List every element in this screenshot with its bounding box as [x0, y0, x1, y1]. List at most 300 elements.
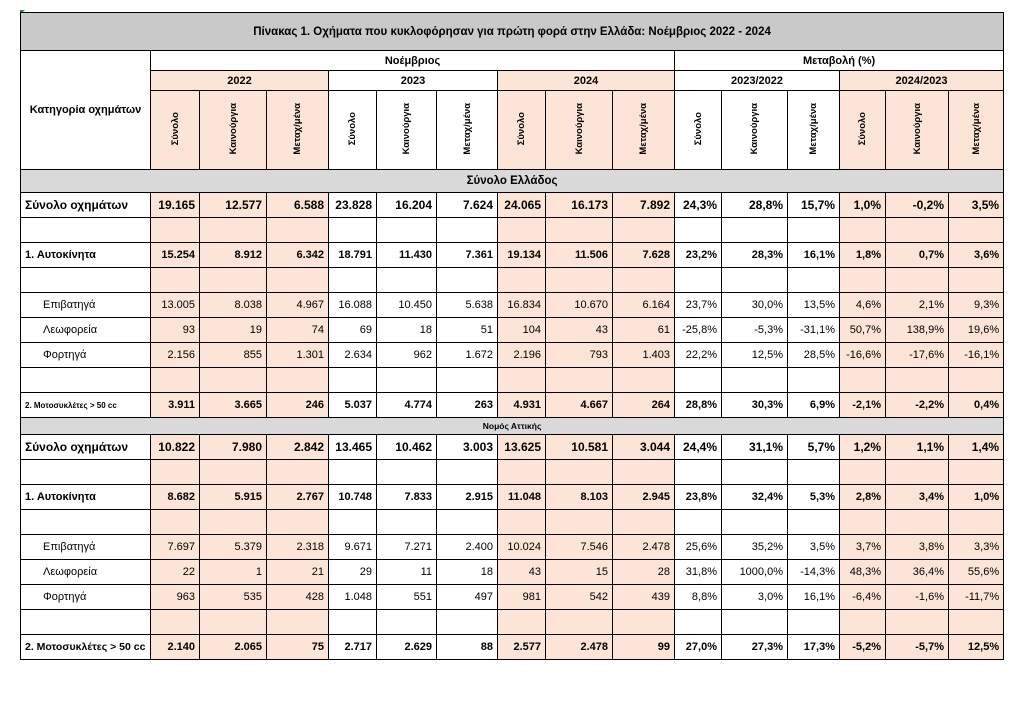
spacer-cell [886, 510, 949, 535]
spacer-cell [675, 460, 722, 485]
spacer-cell [267, 218, 329, 243]
table-row [21, 560, 1004, 585]
spacer-cell [949, 460, 1004, 485]
spacer-cell [840, 268, 886, 293]
value-cell: 7.361 [437, 243, 498, 268]
value-cell: 4.667 [546, 393, 613, 418]
value-cell: -2,1% [840, 393, 886, 418]
year-header-2023: 2023 [329, 71, 498, 91]
value-cell: 16.173 [546, 193, 613, 218]
spacer-cell [675, 268, 722, 293]
subcol-header-label: Σύνολο [347, 111, 358, 146]
spacer-cell [437, 510, 498, 535]
spacer-cell [675, 368, 722, 393]
spacer-cell [840, 218, 886, 243]
value-cell: 1.672 [437, 343, 498, 368]
spacer-cell [200, 510, 267, 535]
row-label: Σύνολο οχημάτων [21, 193, 151, 218]
value-cell: 3,3% [949, 535, 1004, 560]
spacer-cell [329, 510, 377, 535]
subcol-header [498, 91, 546, 170]
subcol-header-label: Μεταχ/μένα [292, 102, 303, 155]
value-cell: 2.140 [151, 635, 200, 660]
spacer-cell [546, 460, 613, 485]
value-cell: 0,7% [886, 243, 949, 268]
spacer-cell [722, 368, 788, 393]
spacer-cell [546, 510, 613, 535]
value-cell: 1,1% [886, 435, 949, 460]
table-row [21, 635, 1004, 660]
value-cell: -1,6% [886, 585, 949, 610]
value-cell: 12,5% [949, 635, 1004, 660]
spacer-cell [200, 610, 267, 635]
value-cell: 4.774 [377, 393, 437, 418]
subcol-header [546, 91, 613, 170]
value-cell: 1 [200, 560, 267, 585]
value-cell: 10.581 [546, 435, 613, 460]
value-cell: 10.822 [151, 435, 200, 460]
spacer-cell [675, 510, 722, 535]
value-cell: 5,3% [788, 485, 840, 510]
spacer-cell [267, 610, 329, 635]
value-cell: 9.671 [329, 535, 377, 560]
value-cell: 8,8% [675, 585, 722, 610]
value-cell: 10.024 [498, 535, 546, 560]
value-cell: 28,5% [788, 343, 840, 368]
table-row [21, 293, 1004, 318]
value-cell: 7.271 [377, 535, 437, 560]
spacer-cell [840, 610, 886, 635]
row-label: Φορτηγά [21, 343, 151, 368]
spacer-cell [329, 268, 377, 293]
table-row [21, 193, 1004, 218]
value-cell: 2.156 [151, 343, 200, 368]
row-label: 1. Αυτοκίνητα [21, 485, 151, 510]
value-cell: 6.342 [267, 243, 329, 268]
spacer-cell [151, 510, 200, 535]
spacer-cell [546, 218, 613, 243]
value-cell: 542 [546, 585, 613, 610]
spacer-cell [949, 268, 1004, 293]
value-cell: 16.204 [377, 193, 437, 218]
value-cell: 11.430 [377, 243, 437, 268]
spacer-cell [329, 460, 377, 485]
spacer-cell [722, 218, 788, 243]
value-cell: 19.165 [151, 193, 200, 218]
value-cell: 23,7% [675, 293, 722, 318]
value-cell: 12.577 [200, 193, 267, 218]
spacer-cell [546, 368, 613, 393]
value-cell: 1.301 [267, 343, 329, 368]
spacer-cell [722, 510, 788, 535]
value-cell: 4.931 [498, 393, 546, 418]
value-cell: 2.842 [267, 435, 329, 460]
value-cell: 1.403 [613, 343, 675, 368]
year-header-2024: 2024 [498, 71, 675, 91]
value-cell: 3,0% [722, 585, 788, 610]
value-cell: 88 [437, 635, 498, 660]
value-cell: -16,1% [949, 343, 1004, 368]
spacer-cell [267, 460, 329, 485]
value-cell: 2.478 [546, 635, 613, 660]
value-cell: 55,6% [949, 560, 1004, 585]
subcol-header [722, 91, 788, 170]
value-cell: -5,2% [840, 635, 886, 660]
value-cell: 2.318 [267, 535, 329, 560]
value-cell: 2.629 [377, 635, 437, 660]
value-cell: 51 [437, 318, 498, 343]
spacer-cell [498, 610, 546, 635]
spacer-cell [437, 460, 498, 485]
spacer-cell [151, 218, 200, 243]
row-label: Φορτηγά [21, 585, 151, 610]
subcol-header [377, 91, 437, 170]
spacer-cell [788, 268, 840, 293]
value-cell: 15,7% [788, 193, 840, 218]
value-cell: 16.834 [498, 293, 546, 318]
value-cell: 7.546 [546, 535, 613, 560]
spacer-cell [267, 268, 329, 293]
subcol-header [200, 91, 267, 170]
spacer-row [21, 610, 1004, 635]
value-cell: 13.465 [329, 435, 377, 460]
value-cell: 2.478 [613, 535, 675, 560]
value-cell: 24,4% [675, 435, 722, 460]
spacer-cell [613, 268, 675, 293]
spacer-cell [788, 368, 840, 393]
value-cell: 7.697 [151, 535, 200, 560]
value-cell: 855 [200, 343, 267, 368]
value-cell: 497 [437, 585, 498, 610]
spacer-cell [613, 510, 675, 535]
value-cell: 19.134 [498, 243, 546, 268]
value-cell: 2.196 [498, 343, 546, 368]
value-cell: 5.037 [329, 393, 377, 418]
subcol-header-label: Καινούργια [911, 102, 923, 155]
subcol-header [886, 91, 949, 170]
value-cell: 27,3% [722, 635, 788, 660]
value-cell: 3.665 [200, 393, 267, 418]
spacer-cell [949, 218, 1004, 243]
value-cell: 1,2% [840, 435, 886, 460]
value-cell: 8.103 [546, 485, 613, 510]
value-cell: 3.003 [437, 435, 498, 460]
value-cell: 2.915 [437, 485, 498, 510]
value-cell: 29 [329, 560, 377, 585]
value-cell: 9,3% [949, 293, 1004, 318]
value-cell: 7.833 [377, 485, 437, 510]
subcol-header-label: Καινούργια [573, 102, 585, 155]
spacer-cell [498, 460, 546, 485]
value-cell: 17,3% [788, 635, 840, 660]
value-cell: 1.048 [329, 585, 377, 610]
change-header-2023-2022: 2023/2022 [675, 71, 840, 91]
subcol-header-label: Σύνολο [857, 111, 868, 146]
value-cell: 22 [151, 560, 200, 585]
value-cell: 25,6% [675, 535, 722, 560]
value-cell: 246 [267, 393, 329, 418]
value-cell: 1,0% [949, 485, 1004, 510]
value-cell: 10.462 [377, 435, 437, 460]
value-cell: 4.967 [267, 293, 329, 318]
value-cell: 7.628 [613, 243, 675, 268]
value-cell: 7.624 [437, 193, 498, 218]
value-cell: 21 [267, 560, 329, 585]
value-cell: 30,3% [722, 393, 788, 418]
value-cell: 11.506 [546, 243, 613, 268]
spacer-cell [675, 218, 722, 243]
value-cell: 104 [498, 318, 546, 343]
value-cell: -14,3% [788, 560, 840, 585]
value-cell: 2,1% [886, 293, 949, 318]
spacer-cell [377, 368, 437, 393]
value-cell: 963 [151, 585, 200, 610]
spacer-cell [437, 610, 498, 635]
value-cell: 24,3% [675, 193, 722, 218]
spacer-cell [329, 218, 377, 243]
value-cell: -11,7% [949, 585, 1004, 610]
value-cell: 31,1% [722, 435, 788, 460]
value-cell: 2.065 [200, 635, 267, 660]
value-cell: -5,3% [722, 318, 788, 343]
subcol-header [151, 91, 200, 170]
value-cell: 13,5% [788, 293, 840, 318]
value-cell: -16,6% [840, 343, 886, 368]
subcol-header-label: Καινούργια [749, 102, 760, 155]
subcol-header [267, 91, 329, 170]
spacer-cell [886, 368, 949, 393]
value-cell: -5,7% [886, 635, 949, 660]
row-label: 2. Μοτοσυκλέτες > 50 cc [21, 635, 151, 660]
value-cell: 1000,0% [722, 560, 788, 585]
year-header-2022: 2022 [151, 71, 329, 91]
value-cell: 18 [437, 560, 498, 585]
table-row [21, 318, 1004, 343]
value-cell: -31,1% [788, 318, 840, 343]
value-cell: 1,4% [949, 435, 1004, 460]
value-cell: 5.379 [200, 535, 267, 560]
value-cell: 2.400 [437, 535, 498, 560]
value-cell: 50,7% [840, 318, 886, 343]
value-cell: 0,4% [949, 393, 1004, 418]
value-cell: 2.634 [329, 343, 377, 368]
spacer-cell [722, 268, 788, 293]
value-cell: 43 [546, 318, 613, 343]
value-cell: 15.254 [151, 243, 200, 268]
spacer-cell [377, 610, 437, 635]
subcol-header-label: Μεταχ/μένα [808, 102, 819, 155]
value-cell: 962 [377, 343, 437, 368]
value-cell: 93 [151, 318, 200, 343]
value-cell: 5,7% [788, 435, 840, 460]
value-cell: 2.767 [267, 485, 329, 510]
spacer-cell [788, 610, 840, 635]
spacer-cell [329, 368, 377, 393]
value-cell: 19 [200, 318, 267, 343]
table-row [21, 485, 1004, 510]
value-cell: 30,0% [722, 293, 788, 318]
value-cell: 15 [546, 560, 613, 585]
spacer-cell [151, 268, 200, 293]
value-cell: -0,2% [886, 193, 949, 218]
table-row [21, 243, 1004, 268]
spacer-cell [377, 460, 437, 485]
value-cell: 793 [546, 343, 613, 368]
value-cell: 32,4% [722, 485, 788, 510]
spacer-cell [21, 460, 151, 485]
value-cell: 3,4% [886, 485, 949, 510]
value-cell: 99 [613, 635, 675, 660]
subcol-header [675, 91, 722, 170]
subcol-header-label: Καινούργια [401, 102, 412, 155]
value-cell: 3.911 [151, 393, 200, 418]
value-cell: 5.638 [437, 293, 498, 318]
value-cell: 3.044 [613, 435, 675, 460]
value-cell: 7.892 [613, 193, 675, 218]
row-label: 2. Μοτοσυκλέτες > 50 cc [21, 393, 151, 418]
value-cell: 13.625 [498, 435, 546, 460]
spacer-cell [498, 510, 546, 535]
spacer-cell [377, 510, 437, 535]
spacer-row [21, 218, 1004, 243]
spacer-cell [886, 218, 949, 243]
spacer-row [21, 268, 1004, 293]
row-label: Λεωφορεία [21, 560, 151, 585]
value-cell: 3,6% [949, 243, 1004, 268]
spacer-cell [613, 368, 675, 393]
spacer-cell [613, 218, 675, 243]
value-cell: 10.748 [329, 485, 377, 510]
value-cell: 12,5% [722, 343, 788, 368]
spacer-cell [21, 268, 151, 293]
value-cell: -17,6% [886, 343, 949, 368]
table-row [21, 343, 1004, 368]
section-title: Σύνολο Ελλάδος [21, 170, 1004, 193]
value-cell: 69 [329, 318, 377, 343]
value-cell: 28,8% [722, 193, 788, 218]
subcol-header [840, 91, 886, 170]
spacer-cell [151, 610, 200, 635]
spacer-cell [613, 610, 675, 635]
value-cell: 3,8% [886, 535, 949, 560]
table-title: Πίνακας 1. Οχήματα που κυκλοφόρησαν για πρώτη φορά στην Ελλάδα: Νοέμβριος 2022 - 2024 [21, 13, 1004, 51]
subcol-header-label: Σύνολο [516, 111, 527, 146]
spacer-cell [788, 510, 840, 535]
value-cell: 24.065 [498, 193, 546, 218]
spacer-cell [267, 510, 329, 535]
value-cell: 3,5% [949, 193, 1004, 218]
value-cell: 11.048 [498, 485, 546, 510]
value-cell: 48,3% [840, 560, 886, 585]
value-cell: 264 [613, 393, 675, 418]
value-cell: 1,0% [840, 193, 886, 218]
spacer-cell [722, 610, 788, 635]
subcol-header-label: Καινούργια [227, 102, 239, 155]
spacer-cell [886, 610, 949, 635]
value-cell: 428 [267, 585, 329, 610]
value-cell: 16,1% [788, 585, 840, 610]
value-cell: 138,9% [886, 318, 949, 343]
row-label: 1. Αυτοκίνητα [21, 243, 151, 268]
value-cell: 5.915 [200, 485, 267, 510]
table-row [21, 435, 1004, 460]
spacer-cell [21, 610, 151, 635]
spacer-cell [151, 368, 200, 393]
spacer-cell [200, 218, 267, 243]
row-label: Επιβατηγά [21, 293, 151, 318]
subcol-header-label: Σύνολο [169, 111, 181, 146]
value-cell: 10.670 [546, 293, 613, 318]
spacer-cell [151, 460, 200, 485]
value-cell: 535 [200, 585, 267, 610]
value-cell: 2,8% [840, 485, 886, 510]
value-cell: 13.005 [151, 293, 200, 318]
value-cell: 8.038 [200, 293, 267, 318]
spacer-cell [840, 510, 886, 535]
value-cell: 11 [377, 560, 437, 585]
spacer-cell [675, 610, 722, 635]
value-cell: 27,0% [675, 635, 722, 660]
table-container [20, 12, 1003, 660]
change-header-2024-2023: 2024/2023 [840, 71, 1004, 91]
value-cell: 74 [267, 318, 329, 343]
spacer-cell [200, 368, 267, 393]
spacer-cell [546, 610, 613, 635]
value-cell: 6,9% [788, 393, 840, 418]
vehicles-table [20, 12, 1004, 660]
month-header: Νοέμβριος [151, 51, 675, 71]
value-cell: 28 [613, 560, 675, 585]
subcol-header-label: Σύνολο [692, 111, 704, 146]
spacer-cell [788, 218, 840, 243]
spacer-cell [949, 610, 1004, 635]
value-cell: 6.588 [267, 193, 329, 218]
subcol-header-label: Μεταχ/μένα [970, 102, 982, 155]
row-label: Επιβατηγά [21, 535, 151, 560]
spacer-cell [788, 460, 840, 485]
value-cell: 28,8% [675, 393, 722, 418]
spacer-cell [21, 510, 151, 535]
value-cell: 439 [613, 585, 675, 610]
spacer-cell [377, 218, 437, 243]
value-cell: 4,6% [840, 293, 886, 318]
value-cell: 75 [267, 635, 329, 660]
value-cell: 35,2% [722, 535, 788, 560]
value-cell: 23.828 [329, 193, 377, 218]
value-cell: 3,7% [840, 535, 886, 560]
spacer-cell [437, 218, 498, 243]
value-cell: 18.791 [329, 243, 377, 268]
table-row [21, 393, 1004, 418]
value-cell: 8.912 [200, 243, 267, 268]
spacer-cell [546, 268, 613, 293]
spacer-cell [840, 460, 886, 485]
spacer-cell [437, 268, 498, 293]
spacer-cell [840, 368, 886, 393]
value-cell: 263 [437, 393, 498, 418]
value-cell: 18 [377, 318, 437, 343]
value-cell: 28,3% [722, 243, 788, 268]
spacer-cell [498, 268, 546, 293]
value-cell: -25,8% [675, 318, 722, 343]
value-cell: 31,8% [675, 560, 722, 585]
value-cell: 2.717 [329, 635, 377, 660]
spacer-cell [498, 218, 546, 243]
value-cell: -6,4% [840, 585, 886, 610]
row-label: Λεωφορεία [21, 318, 151, 343]
subcol-header [788, 91, 840, 170]
value-cell: 10.450 [377, 293, 437, 318]
